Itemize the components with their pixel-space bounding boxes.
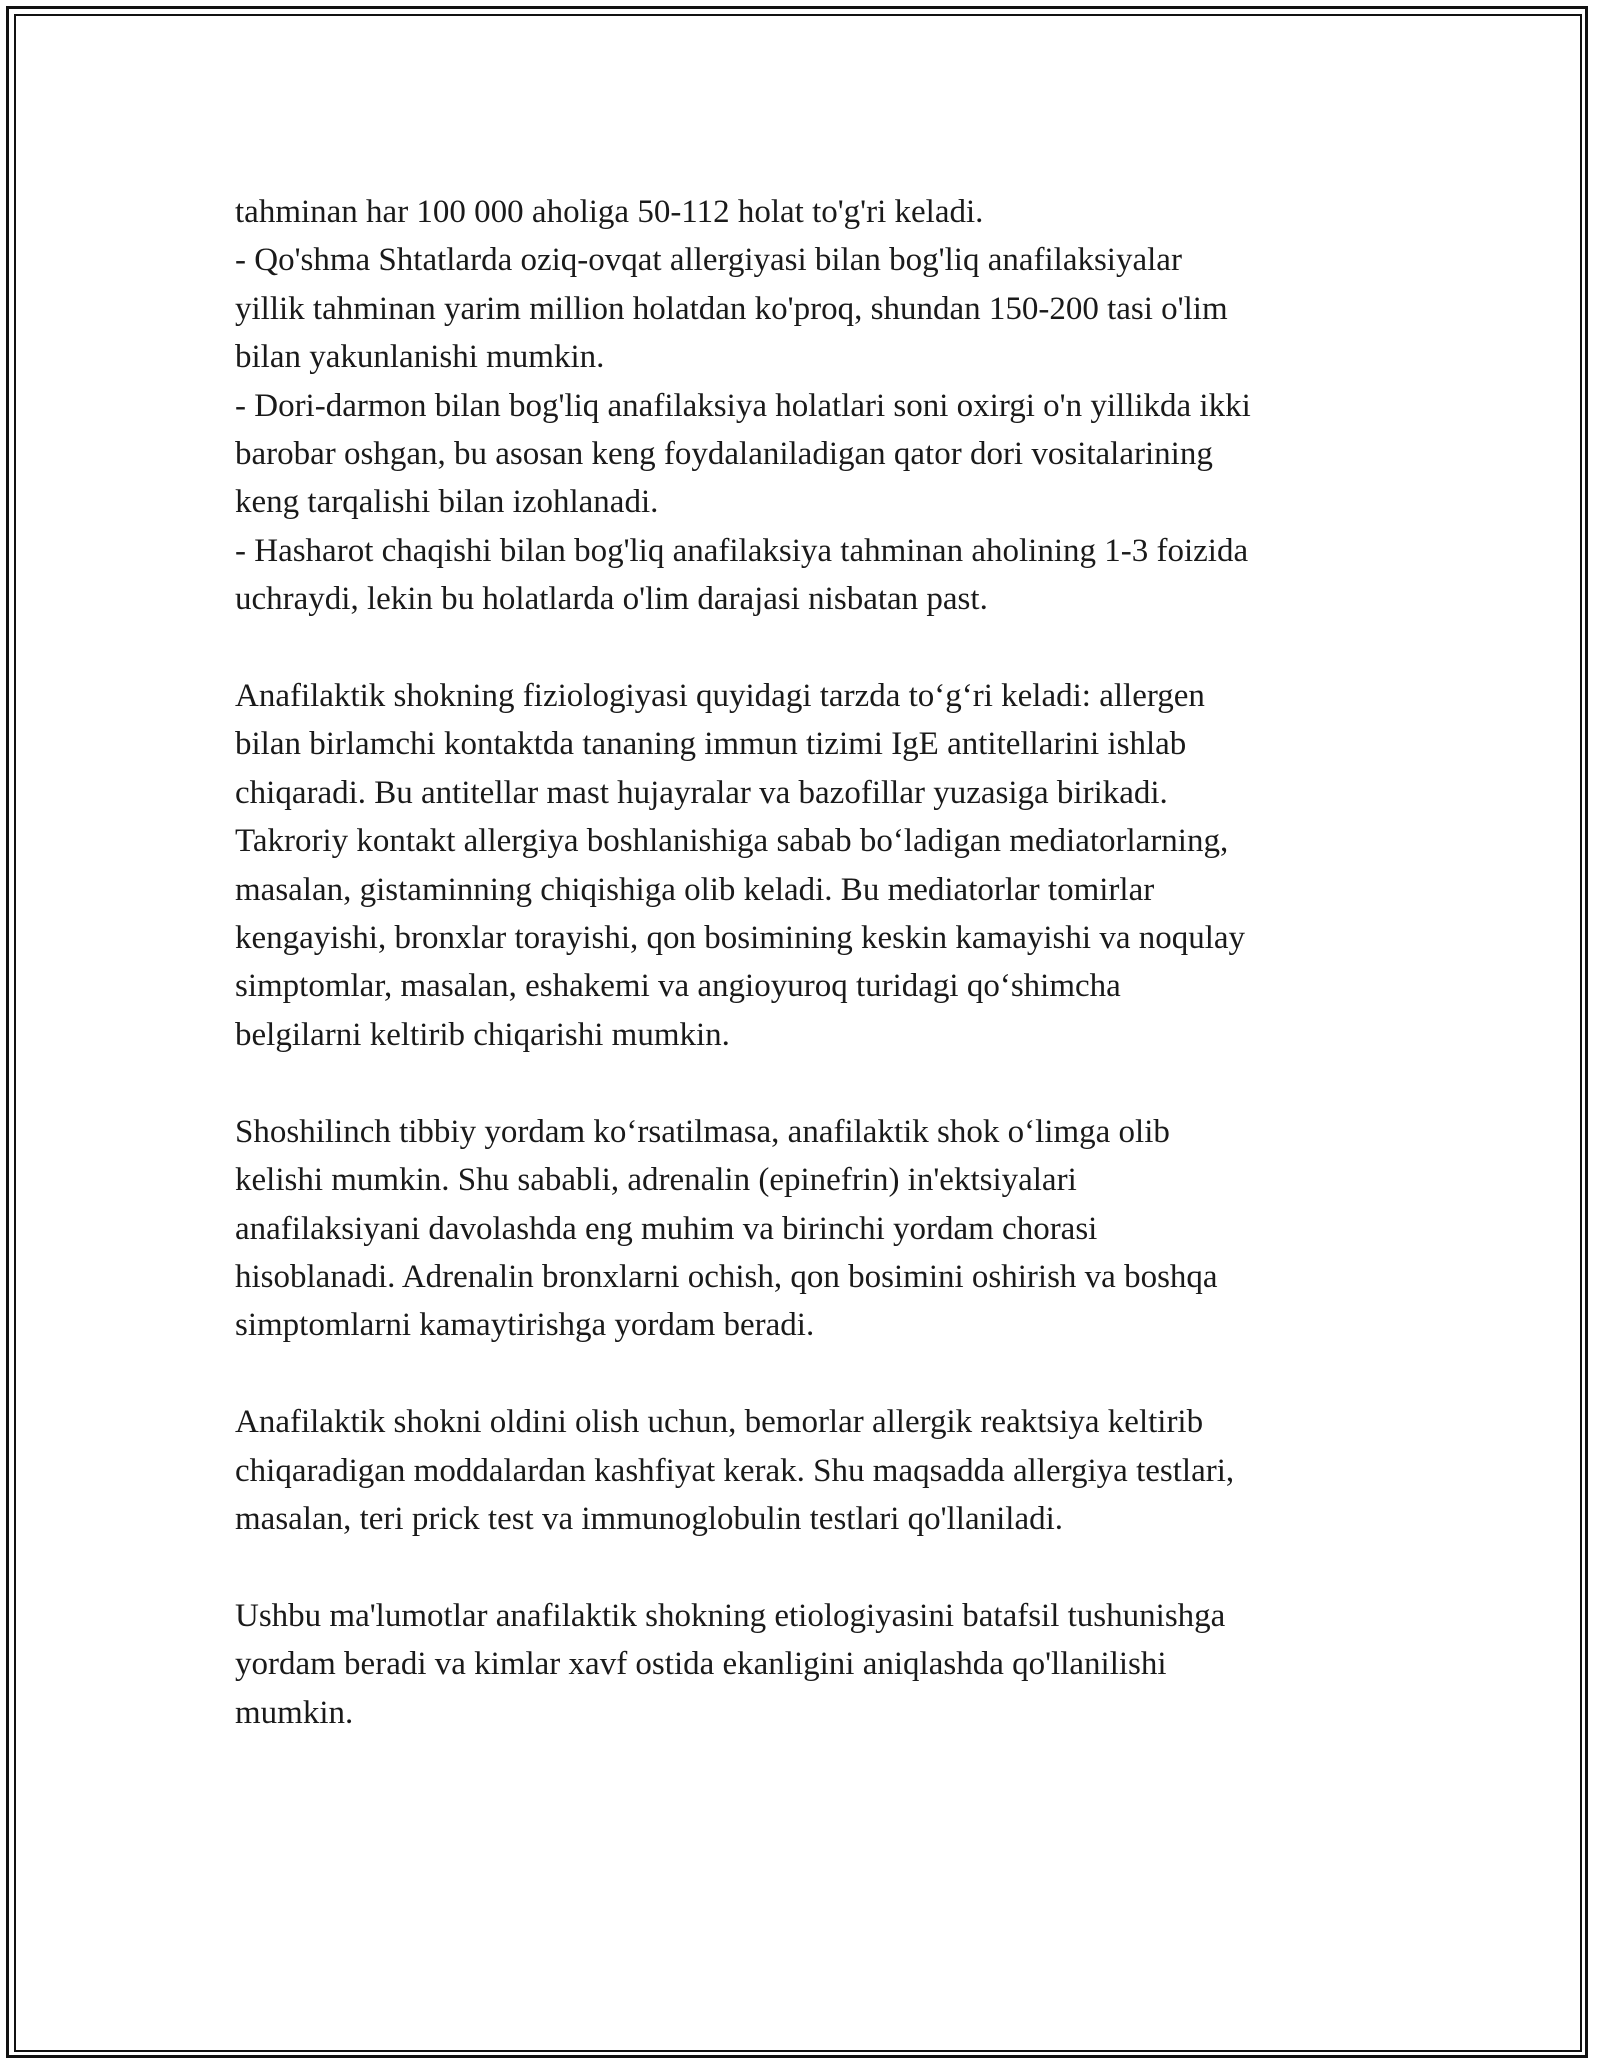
text-line: masalan, gistaminning chiqishiga olib keladi. Bu mediatorlar tomirlar (235, 871, 1155, 908)
paragraph-epidemiology-list (235, 188, 1365, 624)
document-body (235, 188, 1365, 1785)
text-line: Takroriy kontakt allergiya boshlanishiga sabab bo‘ladigan mediatorlarning, (235, 823, 1229, 860)
text-line: - Dori-darmon bilan bog'liq anafilaksiya holatlari soni oxirgi o'n yillikda ikki (235, 387, 1251, 424)
text-line: Anafilaktik shokning fiziologiyasi quyidagi tarzda to‘g‘ri keladi: allergen (235, 678, 1205, 715)
text-line: chiqaradigan moddalardan kashfiyat kerak. Shu maqsadda allergiya testlari, (235, 1452, 1235, 1489)
text-line: yillik tahminan yarim million holatdan ko'proq, shundan 150-200 tasi o'lim (235, 290, 1228, 327)
text-line: - Qo'shma Shtatlarda oziq-ovqat allergiyasi bilan bog'liq anafilaksiyalar (235, 242, 1182, 279)
text-line: Ushbu ma'lumotlar anafilaktik shokning etiologiyasini batafsil tushunishga (235, 1597, 1226, 1634)
text-line: belgilarni keltirib chiqarishi mumkin. (235, 1016, 730, 1053)
text-line: chiqaradi. Bu antitellar mast hujayralar va bazofillar yuzasiga birikadi. (235, 774, 1168, 811)
paragraph-conclusion (235, 1592, 1365, 1737)
text-line: mumkin. (235, 1694, 354, 1731)
paragraph-treatment (235, 1108, 1365, 1350)
text-line: anafilaksiyani davolashda eng muhim va birinchi yordam chorasi (235, 1210, 1098, 1247)
text-line: Shoshilinch tibbiy yordam ko‘rsatilmasa, anafilaktik shok o‘limga olib (235, 1113, 1170, 1150)
text-line: yordam beradi va kimlar xavf ostida ekanligini aniqlashda qo'llanilishi (235, 1646, 1167, 1683)
text-line: bilan birlamchi kontaktda tananing immun tizimi IgE antitellarini ishlab (235, 726, 1187, 763)
text-line: kelishi mumkin. Shu sababli, adrenalin (epinefrin) in'ektsiyalari (235, 1162, 1077, 1199)
paragraph-physiology (235, 672, 1365, 1059)
text-line: tahminan har 100 000 aholiga 50-112 holat to'g'ri keladi. (235, 194, 984, 230)
text-line: Anafilaktik shokni oldini olish uchun, bemorlar allergik reaktsiya keltirib (235, 1404, 1204, 1441)
text-line: keng tarqalishi bilan izohlanadi. (235, 484, 659, 521)
text-line: kengayishi, bronxlar torayishi, qon bosimining keskin kamayishi va noqulay (235, 920, 1246, 957)
text-line: uchraydi, lekin bu holatlarda o'lim darajasi nisbatan past. (235, 581, 988, 618)
text-line: masalan, teri prick test va immunoglobulin testlari qo'llaniladi. (235, 1500, 1064, 1537)
text-line: hisoblanadi. Adrenalin bronxlarni ochish, qon bosimini oshirish va boshqa (235, 1258, 1218, 1295)
text-line: - Hasharot chaqishi bilan bog'liq anafilaksiya tahminan aholining 1-3 foizida (235, 532, 1249, 569)
text-line: barobar oshgan, bu asosan keng foydalaniladigan qator dori vositalarining (235, 436, 1213, 473)
text-line: simptomlarni kamaytirishga yordam beradi. (235, 1307, 815, 1344)
text-line: bilan yakunlanishi mumkin. (235, 339, 605, 376)
paragraph-prevention (235, 1398, 1365, 1543)
text-line: simptomlar, masalan, eshakemi va angioyuroq turidagi qo‘shimcha (235, 968, 1121, 1005)
